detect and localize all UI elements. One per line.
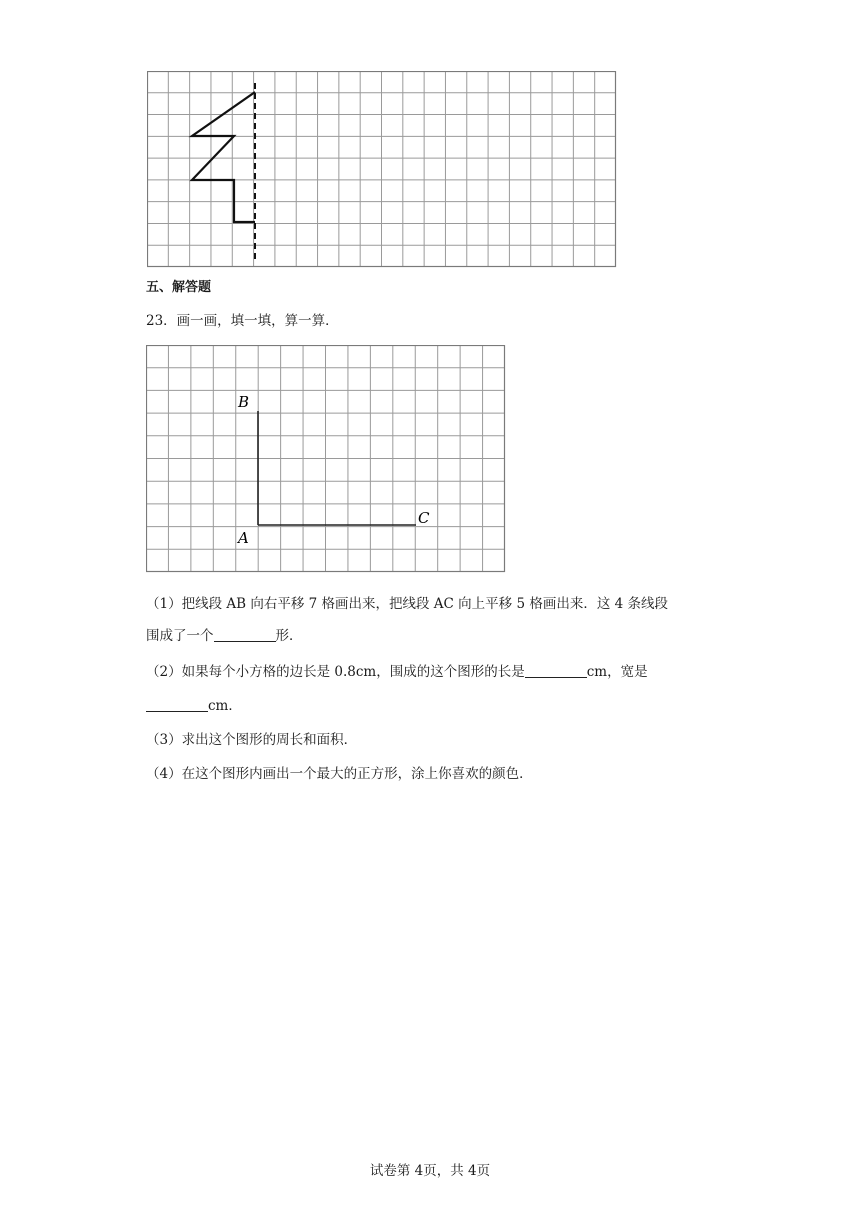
part-2-width-blank[interactable]	[146, 698, 208, 713]
translation-grid-figure	[146, 345, 508, 575]
point-label-B: B	[238, 393, 250, 411]
page-footer: 试卷第 4页，共 4页	[369, 1163, 491, 1179]
part-1-line-a: （1）把线段 AB 向右平移 7 格画出来，把线段 AC 向上平移 5 格画出来．这 4 条线段	[146, 596, 669, 612]
part-4: （4）在这个图形内画出一个最大的正方形，涂上你喜欢的颜色．	[146, 766, 533, 782]
part-2-line-b	[146, 694, 242, 714]
half-figure-outline	[192, 92, 255, 222]
part-3: （3）求出这个图形的周长和面积．	[146, 732, 358, 748]
part-1-text-post: 形．	[275, 628, 303, 644]
part-2-text-pre: （2）如果每个小方格的边长是 0.8cm，围成的这个图形的长是	[146, 664, 525, 680]
section-title: 五、解答题	[146, 280, 212, 295]
part-2-text-mid: cm，宽是	[586, 664, 648, 680]
point-label-C: C	[418, 509, 430, 527]
part-1-text-pre: 围成了一个	[146, 628, 214, 644]
point-label-A: A	[238, 529, 249, 547]
question-23-title: 23．画一画，填一填，算一算．	[146, 313, 339, 329]
part-2-line-a	[146, 660, 648, 680]
part-2-length-blank[interactable]	[525, 664, 587, 679]
part-1-line-b	[146, 624, 303, 644]
symmetry-grid-figure	[147, 71, 617, 269]
part-1-blank[interactable]	[214, 628, 276, 643]
part-2-text-post: cm．	[208, 698, 242, 714]
